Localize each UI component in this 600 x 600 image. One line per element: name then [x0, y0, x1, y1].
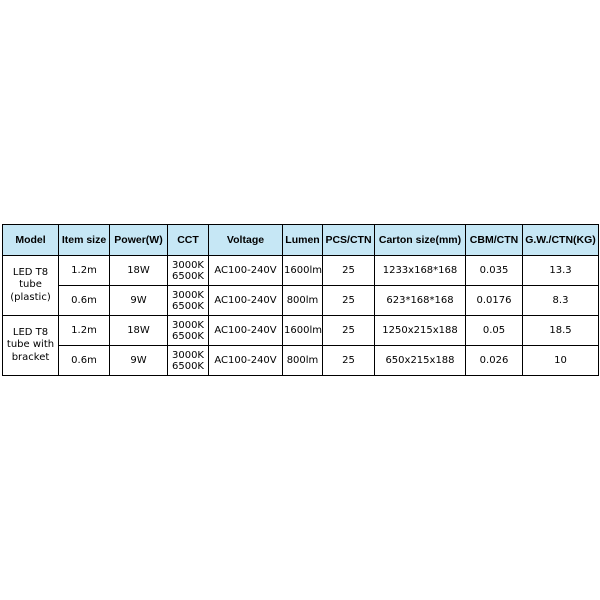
cct-cell	[168, 286, 209, 316]
voltage-cell: AC100-240V	[209, 286, 283, 316]
item-size-cell: 1.2m	[59, 256, 110, 286]
cbm-ctn-cell: 0.05	[466, 316, 523, 346]
pcs-ctn-cell: 25	[323, 286, 375, 316]
item-size-cell: 1.2m	[59, 316, 110, 346]
voltage-cell: AC100-240V	[209, 316, 283, 346]
header-row	[3, 225, 599, 256]
model-cell: LED T8 tube with bracket	[3, 316, 59, 376]
lumen-cell: 1600lm	[283, 256, 323, 286]
table-row	[3, 346, 599, 376]
lumen-cell: 1600lm	[283, 316, 323, 346]
header-lumen: Lumen	[283, 225, 323, 256]
table-row	[3, 256, 599, 286]
gw-ctn-cell: 13.3	[523, 256, 599, 286]
voltage-cell: AC100-240V	[209, 256, 283, 286]
pcs-ctn-cell: 25	[323, 256, 375, 286]
cbm-ctn-cell: 0.035	[466, 256, 523, 286]
table-row	[3, 316, 599, 346]
power-cell: 18W	[110, 316, 168, 346]
gw-ctn-cell: 18.5	[523, 316, 599, 346]
header-model: Model	[3, 225, 59, 256]
header-cct: CCT	[168, 225, 209, 256]
item-size-cell: 0.6m	[59, 346, 110, 376]
carton-size-cell: 623*168*168	[375, 286, 466, 316]
cct-cell	[168, 256, 209, 286]
header-pcs-ctn: PCS/CTN	[323, 225, 375, 256]
cct-value: 6500K	[171, 360, 204, 372]
header-carton-size: Carton size(mm)	[375, 225, 466, 256]
cct-cell	[168, 316, 209, 346]
cct-value: 3000K	[171, 259, 204, 271]
spec-table	[2, 224, 599, 376]
voltage-cell: AC100-240V	[209, 346, 283, 376]
cct-value: 3000K	[171, 289, 204, 301]
gw-ctn-cell: 8.3	[523, 286, 599, 316]
header-item-size: Item size	[59, 225, 110, 256]
cct-value: 6500K	[171, 330, 204, 342]
carton-size-cell: 650x215x188	[375, 346, 466, 376]
cct-cell	[168, 346, 209, 376]
header-voltage: Voltage	[209, 225, 283, 256]
header-gw-ctn: G.W./CTN(KG)	[523, 225, 599, 256]
gw-ctn-cell: 10	[523, 346, 599, 376]
pcs-ctn-cell: 25	[323, 346, 375, 376]
model-cell: LED T8 tube (plastic)	[3, 256, 59, 316]
carton-size-cell: 1250x215x188	[375, 316, 466, 346]
cct-value: 6500K	[171, 270, 204, 282]
power-cell: 18W	[110, 256, 168, 286]
lumen-cell: 800lm	[283, 286, 323, 316]
cct-value: 3000K	[171, 349, 204, 361]
pcs-ctn-cell: 25	[323, 316, 375, 346]
header-power: Power(W)	[110, 225, 168, 256]
cct-value: 3000K	[171, 319, 204, 331]
header-cbm-ctn: CBM/CTN	[466, 225, 523, 256]
cbm-ctn-cell: 0.026	[466, 346, 523, 376]
power-cell: 9W	[110, 286, 168, 316]
item-size-cell: 0.6m	[59, 286, 110, 316]
table-row	[3, 286, 599, 316]
lumen-cell: 800lm	[283, 346, 323, 376]
cct-value: 6500K	[171, 300, 204, 312]
carton-size-cell: 1233x168*168	[375, 256, 466, 286]
cbm-ctn-cell: 0.0176	[466, 286, 523, 316]
power-cell: 9W	[110, 346, 168, 376]
